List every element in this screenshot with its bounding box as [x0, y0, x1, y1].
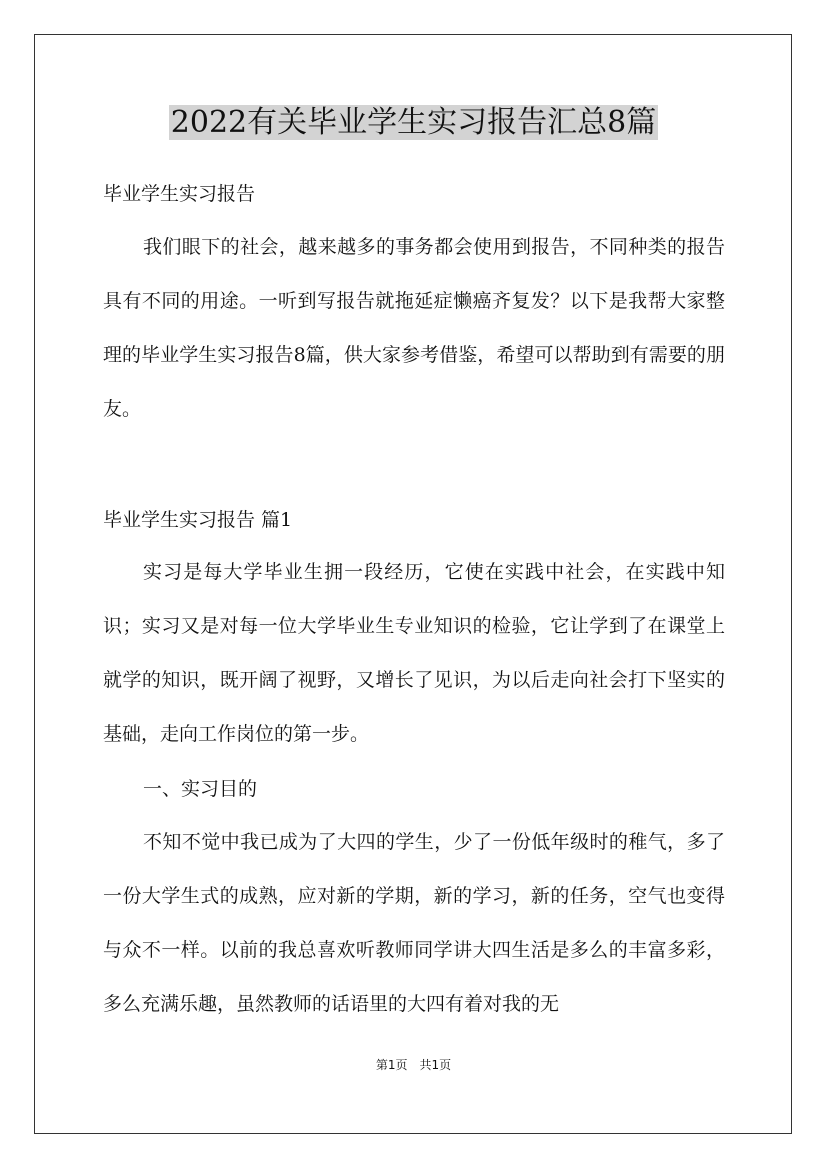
purpose-subheading: 一、实习目的 [143, 778, 258, 800]
section1-paragraph-2: 不知不觉中我已成为了大四的学生，少了一份低年级时的稚气，多了一份大学生式的成熟，应对新的学期，新的学习，新的任务，空气也变得与众不一样。以前的我总喜欢听教师同学讲大四生活是多么的丰富多彩，多么充满乐趣，虽然教师的话语里的大四有着对我的无 [103, 831, 725, 1015]
section1-heading: 毕业学生实习报告 篇1 [103, 509, 293, 531]
intro-heading: 毕业学生实习报告 [103, 183, 256, 205]
page-footer: 第1页 共1页 [375, 1058, 452, 1072]
intro-paragraph: 我们眼下的社会，越来越多的事务都会使用到报告，不同种类的报告具有不同的用途。一听到写报告就拖延症懒癌齐复发？以下是我帮大家整理的毕业学生实习报告8篇，供大家参考借鉴，希望可以帮助到有需要的朋友。 [103, 236, 725, 420]
document-title [0, 100, 827, 146]
document-title-text: 2022有关毕业学生实习报告汇总8篇 [170, 105, 657, 140]
section1-paragraph-1: 实习是每大学毕业生拥一段经历，它使在实践中社会，在实践中知识；实习又是对每一位大学毕业生专业知识的检验，它让学到了在课堂上就学的知识，既开阔了视野，又增长了见识，为以后走向社会打下坚实的基础，走向工作岗位的第一步。 [103, 561, 725, 745]
